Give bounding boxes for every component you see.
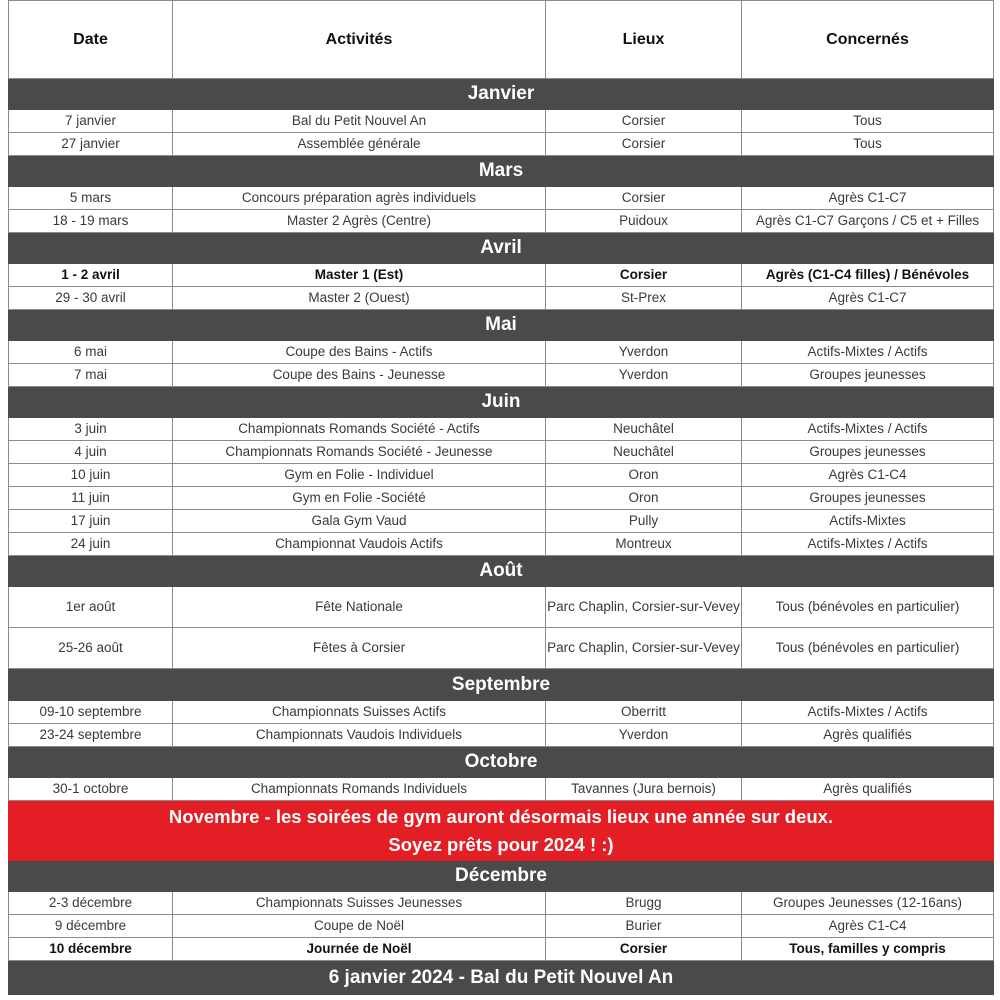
- cell-lieu: Oberritt: [546, 701, 742, 724]
- month-header-row: [9, 79, 994, 110]
- month-label: Octobre: [9, 747, 994, 778]
- cell-concernes: Agrès C1-C7: [742, 187, 994, 210]
- cell-activite: Master 2 (Ouest): [173, 287, 546, 310]
- cell-date: 7 mai: [9, 364, 173, 387]
- month-header-row: [9, 387, 994, 418]
- cell-activite: Gym en Folie -Société: [173, 487, 546, 510]
- table-row: [9, 487, 994, 510]
- cell-concernes: Tous (bénévoles en particulier): [742, 587, 994, 628]
- cell-lieu: Montreux: [546, 533, 742, 556]
- table-row: [9, 441, 994, 464]
- cell-date: 5 mars: [9, 187, 173, 210]
- table-row: [9, 364, 994, 387]
- month-label: Mai: [9, 310, 994, 341]
- cell-concernes: Actifs-Mixtes / Actifs: [742, 701, 994, 724]
- cell-activite: Championnats Romands Société - Jeunesse: [173, 441, 546, 464]
- month-header-row: [9, 747, 994, 778]
- header-lieux: Lieux: [546, 1, 742, 79]
- cell-activite: Championnats Suisses Jeunesses: [173, 892, 546, 915]
- cell-lieu: Neuchâtel: [546, 418, 742, 441]
- cell-activite: Championnats Suisses Actifs: [173, 701, 546, 724]
- cell-activite: Journée de Noël: [173, 938, 546, 961]
- cell-concernes: Groupes jeunesses: [742, 441, 994, 464]
- month-label: Août: [9, 556, 994, 587]
- cell-date: 1 - 2 avril: [9, 264, 173, 287]
- cell-concernes: Tous (bénévoles en particulier): [742, 628, 994, 669]
- month-header-row: [9, 961, 994, 995]
- cell-concernes: Agrès C1-C4: [742, 464, 994, 487]
- table-row: [9, 210, 994, 233]
- cell-activite: Championnats Romands Société - Actifs: [173, 418, 546, 441]
- month-label: 6 janvier 2024 - Bal du Petit Nouvel An: [9, 961, 994, 995]
- cell-activite: Assemblée générale: [173, 133, 546, 156]
- cell-lieu: Tavannes (Jura bernois): [546, 778, 742, 801]
- table-row: [9, 587, 994, 628]
- cell-activite: Fêtes à Corsier: [173, 628, 546, 669]
- table-row: [9, 892, 994, 915]
- month-header-row: [9, 669, 994, 701]
- cell-concernes: Actifs-Mixtes: [742, 510, 994, 533]
- cell-concernes: Groupes Jeunesses (12-16ans): [742, 892, 994, 915]
- notice-banner: [9, 801, 994, 861]
- cell-date: 9 décembre: [9, 915, 173, 938]
- notice-row: [9, 801, 994, 861]
- month-header-row: [9, 310, 994, 341]
- cell-lieu: Parc Chaplin, Corsier-sur-Vevey: [546, 628, 742, 669]
- cell-lieu: Yverdon: [546, 341, 742, 364]
- cell-concernes: Agrès qualifiés: [742, 724, 994, 747]
- cell-lieu: Puidoux: [546, 210, 742, 233]
- cell-activite: Concours préparation agrès individuels: [173, 187, 546, 210]
- cell-concernes: Groupes jeunesses: [742, 364, 994, 387]
- cell-date: 3 juin: [9, 418, 173, 441]
- cell-date: 17 juin: [9, 510, 173, 533]
- cell-date: 30-1 octobre: [9, 778, 173, 801]
- cell-lieu: Oron: [546, 464, 742, 487]
- header-row: [9, 1, 994, 79]
- cell-activite: Coupe des Bains - Jeunesse: [173, 364, 546, 387]
- table-row: [9, 341, 994, 364]
- month-header-row: [9, 861, 994, 892]
- table-row: [9, 938, 994, 961]
- month-label: Septembre: [9, 669, 994, 701]
- table-row: [9, 110, 994, 133]
- cell-activite: Gym en Folie - Individuel: [173, 464, 546, 487]
- cell-concernes: Groupes jeunesses: [742, 487, 994, 510]
- calendar-body: [9, 79, 994, 995]
- month-label: Décembre: [9, 861, 994, 892]
- cell-lieu: Neuchâtel: [546, 441, 742, 464]
- cell-date: 6 mai: [9, 341, 173, 364]
- table-row: [9, 287, 994, 310]
- table-row: [9, 418, 994, 441]
- cell-date: 29 - 30 avril: [9, 287, 173, 310]
- cell-lieu: Parc Chaplin, Corsier-sur-Vevey: [546, 587, 742, 628]
- cell-activite: Championnat Vaudois Actifs: [173, 533, 546, 556]
- month-header-row: [9, 556, 994, 587]
- cell-concernes: Actifs-Mixtes / Actifs: [742, 418, 994, 441]
- table-row: [9, 510, 994, 533]
- table-row: [9, 133, 994, 156]
- cell-date: 09-10 septembre: [9, 701, 173, 724]
- notice-line: Novembre - les soirées de gym auront désormais lieux une année sur deux.: [168, 805, 834, 827]
- cell-date: 4 juin: [9, 441, 173, 464]
- header-concernes: Concernés: [742, 1, 994, 79]
- cell-lieu: St-Prex: [546, 287, 742, 310]
- cell-concernes: Tous: [742, 110, 994, 133]
- cell-concernes: Actifs-Mixtes / Actifs: [742, 533, 994, 556]
- cell-date: 25-26 août: [9, 628, 173, 669]
- cell-activite: Coupe des Bains - Actifs: [173, 341, 546, 364]
- cell-lieu: Corsier: [546, 938, 742, 961]
- table-row: [9, 915, 994, 938]
- cell-lieu: Oron: [546, 487, 742, 510]
- cell-date: 27 janvier: [9, 133, 173, 156]
- cell-date: 18 - 19 mars: [9, 210, 173, 233]
- header-date: Date: [9, 1, 173, 79]
- cell-date: 1er août: [9, 587, 173, 628]
- cell-activite: Championnats Romands Individuels: [173, 778, 546, 801]
- cell-concernes: Agrès C1-C7: [742, 287, 994, 310]
- cell-activite: Coupe de Noël: [173, 915, 546, 938]
- cell-activite: Gala Gym Vaud: [173, 510, 546, 533]
- notice-line: Soyez prêts pour 2024 ! :): [388, 833, 614, 855]
- cell-concernes: Actifs-Mixtes / Actifs: [742, 341, 994, 364]
- cell-activite: Bal du Petit Nouvel An: [173, 110, 546, 133]
- month-header-row: [9, 233, 994, 264]
- cell-lieu: Corsier: [546, 133, 742, 156]
- table-row: [9, 187, 994, 210]
- table-row: [9, 464, 994, 487]
- month-label: Avril: [9, 233, 994, 264]
- table-row: [9, 264, 994, 287]
- cell-date: 23-24 septembre: [9, 724, 173, 747]
- cell-date: 10 décembre: [9, 938, 173, 961]
- cell-concernes: Agrès (C1-C4 filles) / Bénévoles: [742, 264, 994, 287]
- cell-lieu: Brugg: [546, 892, 742, 915]
- cell-lieu: Burier: [546, 915, 742, 938]
- cell-date: 7 janvier: [9, 110, 173, 133]
- cell-activite: Championnats Vaudois Individuels: [173, 724, 546, 747]
- cell-activite: Fête Nationale: [173, 587, 546, 628]
- cell-activite: Master 2 Agrès (Centre): [173, 210, 546, 233]
- table-row: [9, 533, 994, 556]
- cell-lieu: Yverdon: [546, 724, 742, 747]
- cell-lieu: Corsier: [546, 264, 742, 287]
- month-label: Juin: [9, 387, 994, 418]
- cell-activite: Master 1 (Est): [173, 264, 546, 287]
- cell-lieu: Yverdon: [546, 364, 742, 387]
- cell-concernes: Tous: [742, 133, 994, 156]
- cell-lieu: Corsier: [546, 110, 742, 133]
- cell-date: 10 juin: [9, 464, 173, 487]
- cell-concernes: Tous, familles y compris: [742, 938, 994, 961]
- month-label: Mars: [9, 156, 994, 187]
- calendar-table: [8, 0, 994, 995]
- table-row: [9, 724, 994, 747]
- cell-date: 11 juin: [9, 487, 173, 510]
- header-activites: Activités: [173, 1, 546, 79]
- table-row: [9, 701, 994, 724]
- month-label: Janvier: [9, 79, 994, 110]
- cell-concernes: Agrès qualifiés: [742, 778, 994, 801]
- table-row: [9, 628, 994, 669]
- table-row: [9, 778, 994, 801]
- cell-lieu: Corsier: [546, 187, 742, 210]
- month-header-row: [9, 156, 994, 187]
- cell-concernes: Agrès C1-C4: [742, 915, 994, 938]
- cell-lieu: Pully: [546, 510, 742, 533]
- cell-date: 24 juin: [9, 533, 173, 556]
- cell-concernes: Agrès C1-C7 Garçons / C5 et + Filles: [742, 210, 994, 233]
- cell-date: 2-3 décembre: [9, 892, 173, 915]
